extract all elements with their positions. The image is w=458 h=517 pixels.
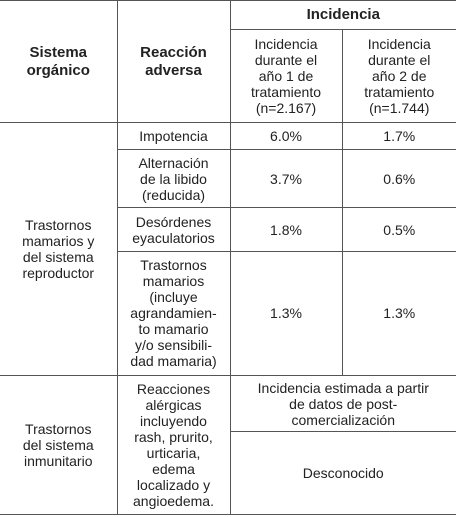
post-marketing-note: Incidencia estimada a partir de datos de post- comercialización [257,379,429,428]
year1-column-header [230,30,342,123]
year2-header-label: Incidencia durante el año 2 de tratamiento (n=1.744) [364,36,435,117]
post-marketing-note-cell [230,376,456,432]
year1-value: 3.7% [270,170,302,187]
system-column-header [0,1,117,123]
reaction-cell [117,251,230,375]
reaction-label: Impotencia [139,128,208,145]
year2-value-cell [342,150,456,208]
reaction-label: Trastornos mamarios (incluye agrandamien- to mamario y/o sensibili- dad mamaria) [130,257,217,370]
year2-column-header [342,30,456,123]
year2-value: 0.6% [383,170,416,187]
year2-value: 1.7% [383,128,416,145]
reaction-column-header [117,1,230,123]
incidence-group-header [230,1,456,30]
system-header-label: Sistema orgánico [26,43,90,79]
unknown-incidence-value: Desconocido [302,465,384,482]
reaction-cell [117,123,230,150]
table-row [0,376,456,432]
year1-value-cell [230,123,342,150]
reaction-label: Reacciones alérgicas incluyendo rash, prurito, urticaria, edema localizado y angioedema. [133,381,214,510]
table-row [0,123,456,150]
year1-value: 1.8% [270,221,302,238]
system-label: Trastornos mamarios y del sistema reproductor [22,217,95,282]
year1-value-cell [230,251,342,375]
year1-value: 6.0% [270,128,302,145]
year2-value-cell [342,251,456,375]
reaction-cell [117,150,230,208]
system-cell-reproductive [0,123,117,376]
year1-value: 1.3% [270,305,302,322]
reaction-cell [117,376,230,515]
incidence-header-label: Incidencia [306,6,380,23]
reaction-cell [117,208,230,252]
unknown-incidence-cell [230,432,456,515]
system-label: Trastornos del sistema inmunitario [22,421,94,470]
system-cell-immune [0,376,117,515]
year2-value-cell [342,208,456,252]
year2-value: 1.3% [383,305,416,322]
year1-value-cell [230,208,342,252]
year1-header-label: Incidencia durante el año 1 de tratamiento (n=2.167) [250,36,322,117]
year1-value-cell [230,150,342,208]
year2-value: 0.5% [383,221,416,238]
year2-value-cell [342,123,456,150]
reaction-header-label: Reacción adversa [140,43,207,79]
reaction-label: Desórdenes eyaculatorios [132,213,215,246]
reaction-label: Alternación de la libido (reducida) [138,154,209,203]
